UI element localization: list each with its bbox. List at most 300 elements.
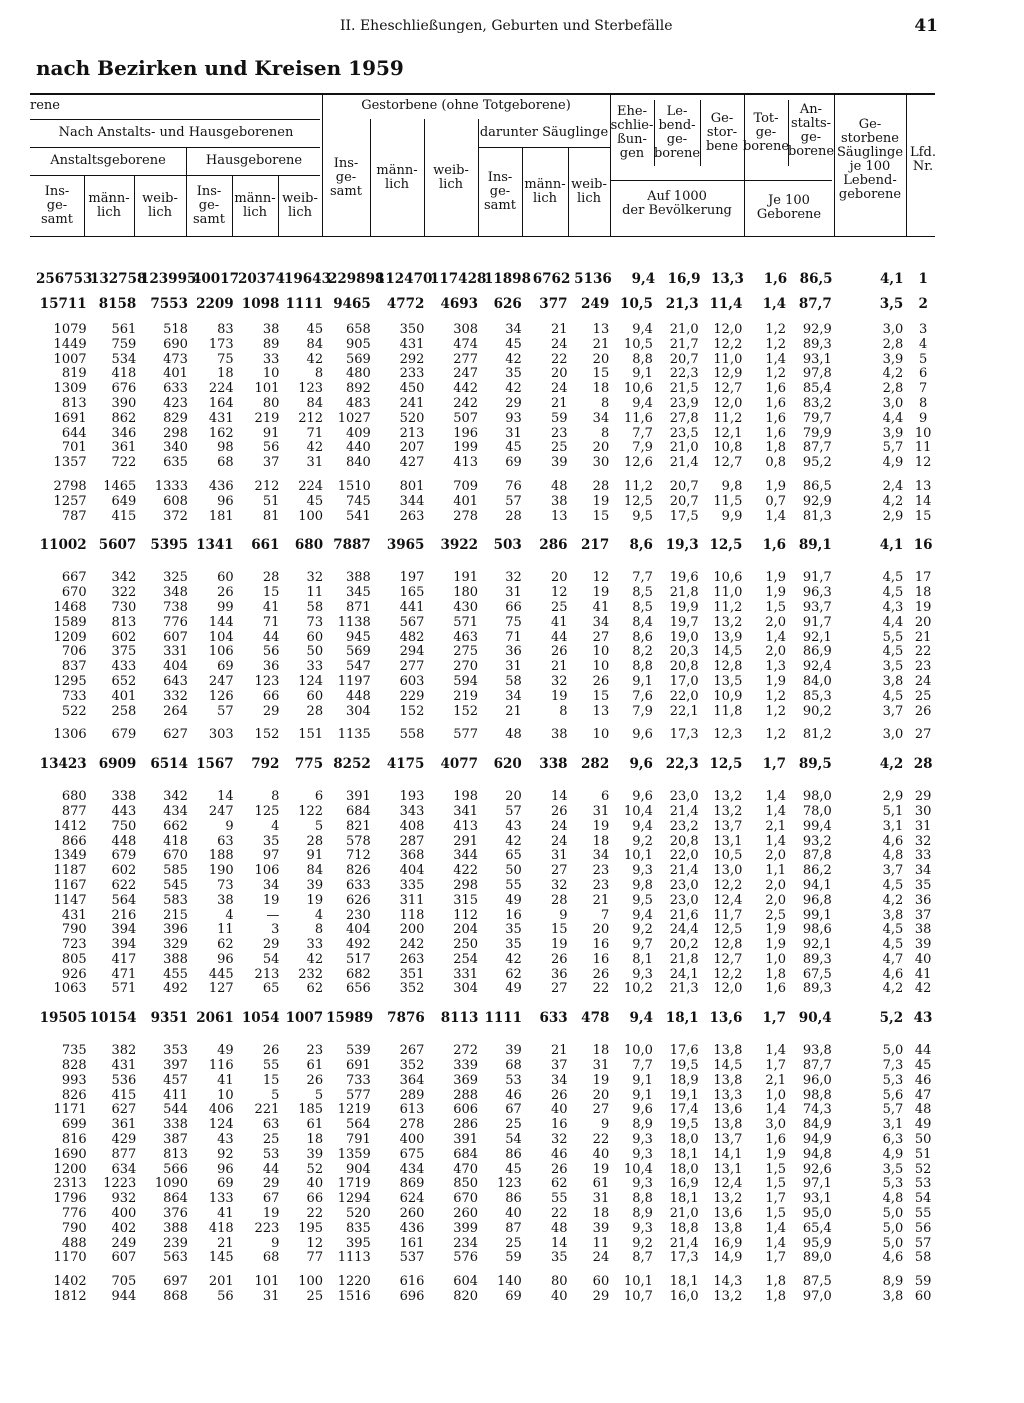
cell-insgesamt: 819 xyxy=(61,366,87,382)
cell-saeuglinge-rate: 2,9 xyxy=(882,789,904,805)
cell-saeugl-insgesamt: 16 xyxy=(505,907,522,923)
cell-anstaltsgeborene-rate: 86,5 xyxy=(802,478,832,494)
cell-saeugl-maennlich: 377 xyxy=(539,296,568,312)
cell-gest-insgesamt: 791 xyxy=(345,1132,371,1148)
cell-insgesamt: 699 xyxy=(61,1117,87,1133)
cell-anstaltsgeborene-rate: 87,8 xyxy=(802,848,832,864)
cell-weiblich: 388 xyxy=(163,1220,188,1236)
cell-lebendgeborene-rate: 21,4 xyxy=(669,863,699,879)
cell-gestorbene-rate: 13,6 xyxy=(709,1010,743,1027)
cell-haus-maennlich: 3 xyxy=(271,922,280,938)
cell-haus-maennlich: 29 xyxy=(262,1176,280,1192)
cell-maennlich: 6909 xyxy=(98,756,137,773)
cell-insgesamt: 1349 xyxy=(53,848,87,864)
cell-gestorbene-rate: 11,4 xyxy=(709,296,743,312)
cell-saeugl-maennlich: 39 xyxy=(550,455,568,471)
cell-eheschliessungen-rate: 9,4 xyxy=(632,322,653,337)
cell-saeugl-maennlich: 26 xyxy=(550,951,568,967)
cell-saeugl-weiblich: 34 xyxy=(592,848,610,864)
cell-gestorbene-rate: 11,5 xyxy=(713,493,743,509)
cell-gest-weiblich: 413 xyxy=(453,455,479,471)
cell-gestorbene-rate: 16,9 xyxy=(713,1235,743,1251)
cell-saeugl-weiblich: 20 xyxy=(592,351,610,367)
cell-saeugl-weiblich: 217 xyxy=(581,537,610,554)
cell-lfd-nr: 40 xyxy=(914,951,932,967)
cell-saeugl-maennlich: 48 xyxy=(550,478,568,494)
cell-haus-weiblich: 32 xyxy=(306,570,324,586)
cell-maennlich: 634 xyxy=(111,1161,137,1177)
cell-haus-maennlich: 80 xyxy=(262,395,280,411)
cell-lebendgeborene-rate: 23,2 xyxy=(669,818,699,834)
cell-gest-maennlich: 351 xyxy=(399,966,425,982)
cell-insgesamt: 1147 xyxy=(53,892,87,908)
cell-gest-insgesamt: 569 xyxy=(345,644,371,660)
cell-lebendgeborene-rate: 21,8 xyxy=(669,951,699,967)
cell-haus-insgesamt: 62 xyxy=(217,937,234,953)
cell-gest-weiblich: 4077 xyxy=(440,756,479,773)
cell-saeugl-insgesamt: 21 xyxy=(505,703,522,719)
cell-haus-insgesamt: 133 xyxy=(208,1191,234,1207)
cell-haus-maennlich: 55 xyxy=(262,1058,280,1074)
cell-anstaltsgeborene-rate: 92,9 xyxy=(802,322,832,337)
cell-saeugl-maennlich: 9 xyxy=(559,907,568,923)
cell-lfd-nr: 8 xyxy=(919,395,928,411)
cell-gest-maennlich: 613 xyxy=(399,1102,425,1118)
cell-haus-weiblich: 25 xyxy=(306,1289,324,1305)
cell-saeugl-weiblich: 61 xyxy=(592,1176,610,1192)
cell-gest-insgesamt: 1510 xyxy=(337,478,371,494)
cell-gest-insgesamt: 404 xyxy=(345,922,371,938)
cell-weiblich: 348 xyxy=(163,585,188,601)
cell-gestorbene-rate: 12,9 xyxy=(713,366,743,382)
cell-lebendgeborene-rate: 21,0 xyxy=(669,322,699,337)
cell-gestorbene-rate: 11,2 xyxy=(713,410,743,426)
table-row xyxy=(36,1192,940,1207)
cell-eheschliessungen-rate: 9,3 xyxy=(632,1146,653,1162)
cell-gestorbene-rate: 13,9 xyxy=(713,629,743,645)
cell-saeugl-maennlich: 37 xyxy=(550,1058,568,1074)
cell-gest-maennlich: 537 xyxy=(399,1250,425,1266)
cell-haus-insgesamt: 224 xyxy=(208,381,234,397)
cell-haus-maennlich: 5 xyxy=(271,1087,280,1103)
cell-lfd-nr: 15 xyxy=(914,508,932,524)
cell-gest-weiblich: 341 xyxy=(453,803,479,819)
cell-haus-weiblich: 8 xyxy=(314,922,324,938)
cell-insgesamt: 522 xyxy=(61,703,87,719)
cell-gestorbene-rate: 12,5 xyxy=(709,756,743,773)
cell-gest-weiblich: 242 xyxy=(453,395,479,411)
cell-lebendgeborene-rate: 21,4 xyxy=(669,455,699,471)
table-row xyxy=(36,353,940,368)
cell-haus-weiblich: 8 xyxy=(314,366,324,382)
cell-saeugl-insgesamt: 35 xyxy=(505,366,522,382)
header-insgesamt: Ins- ge- samt xyxy=(193,183,225,227)
cell-maennlich: 534 xyxy=(111,351,137,367)
cell-eheschliessungen-rate: 9,5 xyxy=(632,892,653,908)
cell-saeuglinge-rate: 2,8 xyxy=(882,381,904,397)
cell-lebendgeborene-rate: 18,0 xyxy=(669,1161,699,1177)
cell-gest-weiblich: 470 xyxy=(453,1161,479,1177)
cell-maennlich: 602 xyxy=(111,863,137,879)
cell-haus-insgesamt: 418 xyxy=(208,1220,234,1236)
cell-haus-weiblich: 1007 xyxy=(285,1010,324,1027)
cell-saeuglinge-rate: 4,2 xyxy=(882,493,904,509)
cell-haus-maennlich: 19 xyxy=(262,892,280,908)
cell-insgesamt: 790 xyxy=(61,1220,87,1236)
cell-maennlich: 249 xyxy=(111,1235,137,1251)
cell-haus-insgesamt: 188 xyxy=(208,848,234,864)
table-row xyxy=(36,1163,940,1178)
cell-saeugl-weiblich: 20 xyxy=(592,922,610,938)
cell-insgesamt: 828 xyxy=(61,1058,87,1074)
cell-gest-weiblich: 709 xyxy=(453,478,479,494)
cell-lfd-nr: 53 xyxy=(914,1176,932,1192)
cell-gest-weiblich: 391 xyxy=(453,1132,479,1148)
table-row xyxy=(36,690,940,705)
cell-weiblich: 563 xyxy=(163,1250,188,1266)
cell-insgesamt: 11002 xyxy=(39,537,87,554)
cell-haus-weiblich: 50 xyxy=(306,644,324,660)
cell-gestorbene-rate: 13,0 xyxy=(713,863,743,879)
table-row xyxy=(36,849,940,864)
cell-lebendgeborene-rate: 19,6 xyxy=(669,570,699,586)
cell-weiblich: 372 xyxy=(163,508,188,524)
cell-weiblich: 545 xyxy=(163,877,188,893)
cell-gest-insgesamt: 15989 xyxy=(326,1010,374,1027)
cell-lebendgeborene-rate: 23,0 xyxy=(669,789,699,805)
cell-lfd-nr: 44 xyxy=(914,1043,932,1059)
cell-saeugl-insgesamt: 87 xyxy=(505,1220,522,1236)
cell-anstaltsgeborene-rate: 94,1 xyxy=(802,877,832,893)
cell-weiblich: 331 xyxy=(163,644,188,660)
cell-totgeborene-rate: 1,6 xyxy=(762,537,787,554)
cell-saeuglinge-rate: 3,8 xyxy=(882,673,904,689)
cell-totgeborene-rate: 1,4 xyxy=(765,351,787,367)
cell-saeugl-insgesamt: 34 xyxy=(505,688,522,704)
cell-maennlich: 944 xyxy=(111,1289,137,1305)
cell-gest-insgesamt: 483 xyxy=(345,395,371,411)
cell-haus-weiblich: 23 xyxy=(306,1043,324,1059)
cell-anstaltsgeborene-rate: 90,2 xyxy=(802,703,832,719)
cell-weiblich: 401 xyxy=(163,366,188,382)
cell-gest-insgesamt: 745 xyxy=(345,493,371,509)
cell-haus-insgesamt: 1341 xyxy=(196,537,234,554)
cell-gestorbene-rate: 13,1 xyxy=(713,1161,743,1177)
cell-lfd-nr: 41 xyxy=(914,966,932,982)
cell-maennlich: 322 xyxy=(111,585,137,601)
table-row xyxy=(36,1290,940,1305)
cell-saeuglinge-rate: 4,7 xyxy=(882,951,904,967)
cell-saeugl-weiblich: 15 xyxy=(592,688,610,704)
table-row xyxy=(36,879,940,894)
cell-gest-maennlich: 352 xyxy=(399,1058,425,1074)
cell-haus-weiblich: 100 xyxy=(298,508,324,524)
cell-saeugl-insgesamt: 45 xyxy=(505,440,522,456)
cell-maennlich: 443 xyxy=(111,803,137,819)
cell-weiblich: 353 xyxy=(163,1043,188,1059)
cell-saeugl-maennlich: 20 xyxy=(550,570,568,586)
cell-saeuglinge-rate: 5,2 xyxy=(879,1010,904,1027)
table-row xyxy=(36,1059,940,1074)
cell-totgeborene-rate: 1,4 xyxy=(765,789,787,805)
table-row xyxy=(36,675,940,690)
cell-gest-insgesamt: 440 xyxy=(345,440,371,456)
cell-gest-insgesamt: 1197 xyxy=(337,673,371,689)
cell-insgesamt: 667 xyxy=(61,570,87,586)
cell-gest-weiblich: 250 xyxy=(453,937,479,953)
cell-lfd-nr: 24 xyxy=(914,673,932,689)
cell-saeuglinge-rate: 4,2 xyxy=(882,892,904,908)
cell-totgeborene-rate: 1,5 xyxy=(765,599,787,615)
cell-gest-weiblich: 571 xyxy=(453,614,479,630)
cell-maennlich: 338 xyxy=(111,789,137,805)
cell-eheschliessungen-rate: 9,4 xyxy=(632,395,653,411)
cell-insgesamt: 926 xyxy=(61,966,87,982)
cell-gest-weiblich: 3922 xyxy=(440,537,479,554)
cell-saeugl-maennlich: 35 xyxy=(550,1250,568,1266)
cell-anstaltsgeborene-rate: 98,6 xyxy=(802,922,832,938)
table-row xyxy=(36,645,940,660)
cell-lfd-nr: 16 xyxy=(913,537,933,554)
cell-totgeborene-rate: 1,2 xyxy=(765,366,787,382)
cell-anstaltsgeborene-rate: 92,9 xyxy=(802,493,832,509)
cell-lebendgeborene-rate: 16,9 xyxy=(669,1176,699,1192)
cell-gest-weiblich: 219 xyxy=(453,688,479,704)
cell-saeuglinge-rate: 5,0 xyxy=(882,1043,904,1059)
cell-saeugl-weiblich: 19 xyxy=(592,1072,610,1088)
cell-lfd-nr: 31 xyxy=(914,818,932,834)
header-anstaltsgeborene: Anstaltsgeborene xyxy=(50,153,166,168)
cell-maennlich: 433 xyxy=(111,659,137,675)
table-row xyxy=(36,705,940,720)
cell-insgesamt: 826 xyxy=(61,1087,87,1103)
cell-saeugl-insgesamt: 32 xyxy=(505,570,522,586)
cell-gestorbene-rate: 13,8 xyxy=(713,1117,743,1133)
cell-haus-maennlich: 29 xyxy=(262,937,280,953)
cell-weiblich: 635 xyxy=(163,455,188,471)
table-row xyxy=(36,660,940,675)
cell-gest-maennlich: 263 xyxy=(399,508,425,524)
cell-totgeborene-rate: 1,8 xyxy=(765,1289,787,1305)
header-insgesamt: Ins- ge- samt xyxy=(484,169,516,213)
cell-lfd-nr: 38 xyxy=(914,922,932,938)
cell-gest-maennlich: 241 xyxy=(399,395,425,411)
cell-lebendgeborene-rate: 23,0 xyxy=(669,877,699,893)
cell-eheschliessungen-rate: 11,6 xyxy=(623,410,653,426)
cell-insgesamt: 1167 xyxy=(53,877,87,893)
cell-maennlich: 382 xyxy=(111,1043,137,1059)
cell-haus-insgesamt: 9 xyxy=(225,818,234,834)
cell-haus-weiblich: 680 xyxy=(294,537,324,554)
cell-gest-maennlich: 4175 xyxy=(386,756,425,773)
page-title: nach Bezirken und Kreisen 1959 xyxy=(36,56,404,80)
cell-gest-maennlich: 427 xyxy=(399,455,425,471)
cell-saeugl-weiblich: 18 xyxy=(592,381,610,397)
cell-haus-weiblich: 84 xyxy=(306,336,324,352)
cell-saeugl-weiblich: 19 xyxy=(592,493,610,509)
cell-haus-weiblich: 26 xyxy=(306,1072,324,1088)
row-group xyxy=(36,270,940,314)
cell-maennlich: 471 xyxy=(111,966,137,982)
cell-lebendgeborene-rate: 27,8 xyxy=(669,410,699,426)
cell-saeuglinge-rate: 8,9 xyxy=(882,1274,904,1290)
cell-haus-weiblich: 42 xyxy=(306,351,324,367)
cell-maennlich: 679 xyxy=(111,727,137,743)
cell-haus-insgesamt: 2061 xyxy=(196,1010,234,1027)
cell-anstaltsgeborene-rate: 94,9 xyxy=(802,1132,832,1148)
cell-lebendgeborene-rate: 18,1 xyxy=(665,1010,699,1027)
cell-haus-maennlich: 8 xyxy=(271,789,280,805)
cell-eheschliessungen-rate: 9,1 xyxy=(632,366,653,382)
cell-gest-insgesamt: 539 xyxy=(345,1043,371,1059)
cell-lfd-nr: 42 xyxy=(914,981,932,997)
cell-haus-weiblich: 6 xyxy=(314,789,324,805)
cell-gest-weiblich: 474 xyxy=(453,336,479,352)
cell-saeuglinge-rate: 3,0 xyxy=(882,395,904,411)
cell-saeugl-insgesamt: 43 xyxy=(505,818,522,834)
cell-gest-weiblich: 247 xyxy=(453,366,479,382)
cell-gest-weiblich: 152 xyxy=(453,703,479,719)
cell-anstaltsgeborene-rate: 96,3 xyxy=(802,585,832,601)
cell-gestorbene-rate: 11,7 xyxy=(713,907,743,923)
cell-eheschliessungen-rate: 9,6 xyxy=(629,756,653,773)
cell-haus-insgesamt: 406 xyxy=(208,1102,234,1118)
cell-eheschliessungen-rate: 9,3 xyxy=(632,863,653,879)
cell-saeugl-insgesamt: 42 xyxy=(505,381,522,397)
cell-saeugl-weiblich: 16 xyxy=(592,937,610,953)
cell-saeugl-insgesamt: 57 xyxy=(505,803,522,819)
cell-totgeborene-rate: 1,6 xyxy=(765,395,787,411)
cell-eheschliessungen-rate: 11,2 xyxy=(623,478,653,494)
cell-maennlich: 813 xyxy=(111,614,137,630)
cell-gest-weiblich: 684 xyxy=(453,1146,479,1162)
cell-gest-maennlich: 441 xyxy=(399,599,425,615)
cell-eheschliessungen-rate: 10,7 xyxy=(623,1289,653,1305)
cell-saeugl-insgesamt: 25 xyxy=(505,1235,522,1251)
cell-totgeborene-rate: 1,2 xyxy=(765,703,787,719)
cell-gest-weiblich: 413 xyxy=(453,818,479,834)
cell-anstaltsgeborene-rate: 85,4 xyxy=(802,381,832,397)
cell-insgesamt: 1412 xyxy=(53,818,87,834)
cell-saeuglinge-rate: 5,0 xyxy=(882,1235,904,1251)
cell-weiblich: 396 xyxy=(163,922,188,938)
cell-haus-maennlich: 56 xyxy=(262,644,280,660)
cell-saeugl-weiblich: 9 xyxy=(600,1117,610,1133)
cell-haus-insgesamt: 21 xyxy=(217,1235,234,1251)
cell-gest-weiblich: 270 xyxy=(453,659,479,675)
cell-weiblich: 455 xyxy=(163,966,188,982)
cell-haus-insgesamt: 92 xyxy=(217,1146,234,1162)
cell-gest-weiblich: 199 xyxy=(453,440,479,456)
table-row xyxy=(36,820,940,835)
cell-saeuglinge-rate: 5,7 xyxy=(882,1102,904,1118)
cell-maennlich: 402 xyxy=(111,1220,137,1236)
cell-weiblich: 492 xyxy=(163,981,188,997)
cell-gest-insgesamt: 1359 xyxy=(337,1146,371,1162)
cell-saeuglinge-rate: 4,6 xyxy=(882,833,904,849)
cell-gest-insgesamt: 1138 xyxy=(337,614,371,630)
cell-haus-insgesamt: 96 xyxy=(217,493,234,509)
cell-eheschliessungen-rate: 8,9 xyxy=(632,1206,653,1222)
cell-haus-insgesamt: 75 xyxy=(217,351,234,367)
cell-saeugl-insgesamt: 42 xyxy=(505,351,522,367)
cell-haus-maennlich: 34 xyxy=(262,877,280,893)
cell-eheschliessungen-rate: 8,9 xyxy=(632,1117,653,1133)
cell-haus-insgesamt: 106 xyxy=(208,644,234,660)
cell-saeuglinge-rate: 5,0 xyxy=(882,1206,904,1222)
cell-totgeborene-rate: 2,0 xyxy=(765,848,787,864)
cell-lfd-nr: 2 xyxy=(918,296,928,312)
cell-lebendgeborene-rate: 18,9 xyxy=(669,1072,699,1088)
cell-eheschliessungen-rate: 10,4 xyxy=(623,1161,653,1177)
cell-maennlich: 561 xyxy=(111,322,137,337)
cell-gest-weiblich: 286 xyxy=(453,1117,479,1133)
cell-weiblich: 738 xyxy=(163,599,188,615)
cell-saeugl-insgesamt: 31 xyxy=(505,659,522,675)
cell-insgesamt: 1170 xyxy=(53,1250,87,1266)
cell-gest-maennlich: 3965 xyxy=(386,537,425,554)
cell-saeugl-maennlich: 24 xyxy=(550,336,568,352)
cell-weiblich: 662 xyxy=(163,818,188,834)
cell-lfd-nr: 3 xyxy=(919,322,928,337)
cell-insgesamt: 723 xyxy=(61,937,87,953)
cell-anstaltsgeborene-rate: 85,3 xyxy=(802,688,832,704)
cell-gest-insgesamt: 578 xyxy=(345,833,371,849)
cell-insgesamt: 431 xyxy=(61,907,87,923)
cell-maennlich: 401 xyxy=(111,688,137,704)
cell-eheschliessungen-rate: 10,1 xyxy=(623,848,653,864)
cell-saeugl-insgesamt: 54 xyxy=(505,1132,522,1148)
cell-weiblich: 264 xyxy=(163,703,188,719)
cell-saeugl-weiblich: 23 xyxy=(592,877,610,893)
cell-saeugl-insgesamt: 76 xyxy=(505,478,522,494)
cell-saeugl-maennlich: 44 xyxy=(550,629,568,645)
cell-gest-insgesamt: 520 xyxy=(345,1206,371,1222)
cell-totgeborene-rate: 2,5 xyxy=(765,907,787,923)
cell-gest-insgesamt: 1027 xyxy=(337,410,371,426)
cell-haus-insgesamt: 303 xyxy=(208,727,234,743)
cell-insgesamt: 2313 xyxy=(53,1176,87,1192)
cell-gest-maennlich: 603 xyxy=(399,673,425,689)
cell-gest-maennlich: 242 xyxy=(399,937,425,953)
cell-saeuglinge-rate: 4,5 xyxy=(882,688,904,704)
cell-gest-weiblich: 254 xyxy=(453,951,479,967)
cell-insgesamt: 701 xyxy=(61,440,87,456)
cell-gest-insgesamt: 821 xyxy=(345,818,371,834)
cell-insgesamt: 706 xyxy=(61,644,87,660)
cell-haus-maennlich: 223 xyxy=(254,1220,280,1236)
cell-totgeborene-rate: 1,9 xyxy=(765,478,787,494)
cell-insgesamt: 1306 xyxy=(53,727,87,743)
cell-saeugl-insgesamt: 62 xyxy=(505,966,522,982)
cell-haus-weiblich: 4 xyxy=(314,907,324,923)
cell-lfd-nr: 28 xyxy=(913,756,933,773)
cell-saeugl-maennlich: 22 xyxy=(550,351,568,367)
cell-totgeborene-rate: 2,1 xyxy=(765,1072,787,1088)
cell-maennlich: 375 xyxy=(111,644,137,660)
cell-eheschliessungen-rate: 8,7 xyxy=(632,1250,653,1266)
cell-haus-insgesamt: 173 xyxy=(208,336,234,352)
cell-lfd-nr: 58 xyxy=(914,1250,932,1266)
table-row xyxy=(36,968,940,983)
cell-gest-weiblich: 198 xyxy=(453,789,479,805)
cell-saeugl-weiblich: 34 xyxy=(592,410,610,426)
cell-saeugl-maennlich: 6762 xyxy=(532,271,571,287)
cell-saeugl-insgesamt: 45 xyxy=(505,1161,522,1177)
cell-weiblich: 583 xyxy=(163,892,188,908)
cell-saeugl-insgesamt: 86 xyxy=(505,1146,522,1162)
cell-anstaltsgeborene-rate: 87,7 xyxy=(798,296,832,312)
